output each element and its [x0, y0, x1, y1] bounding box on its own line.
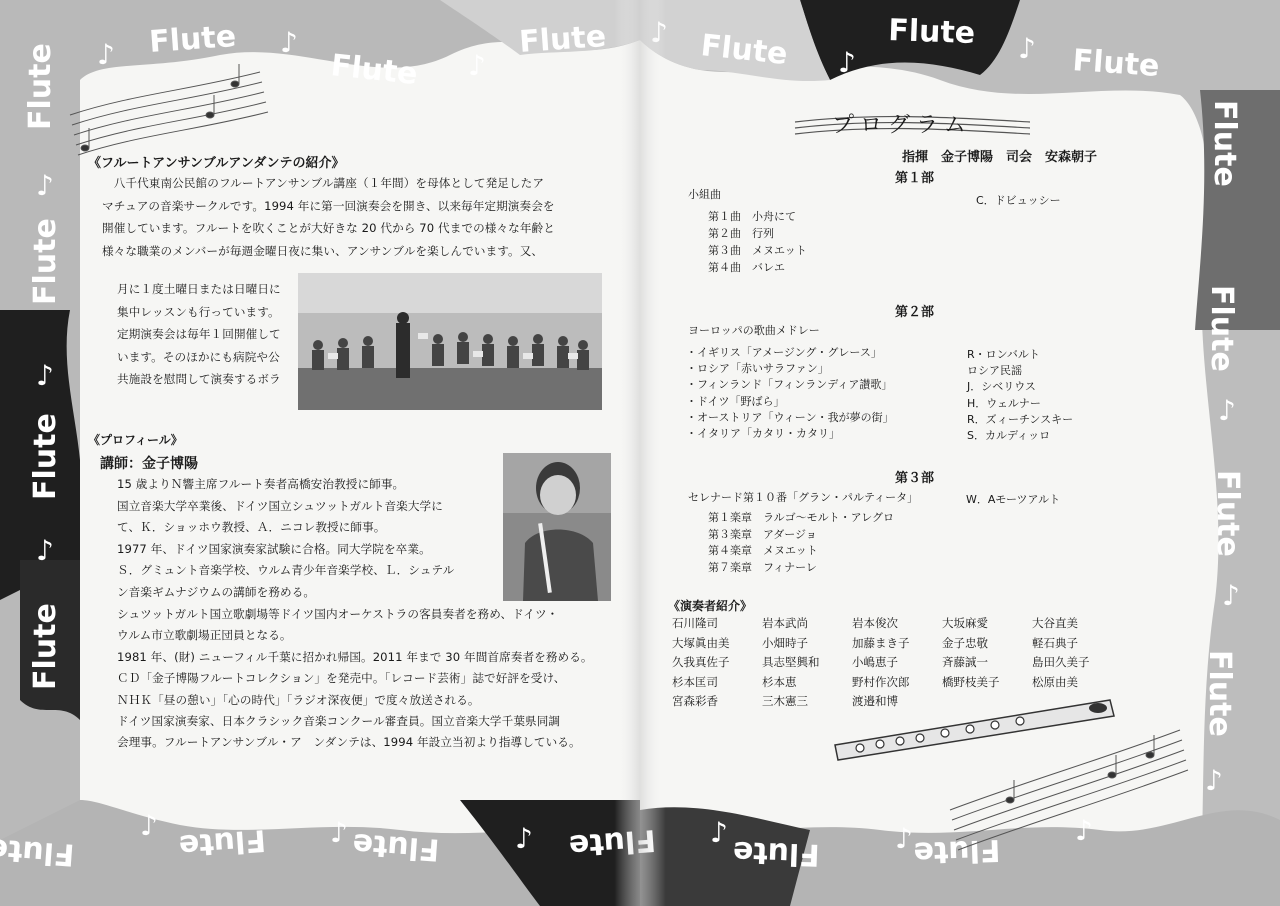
program-title: プログラム	[832, 113, 972, 138]
performers-col-2	[762, 614, 820, 712]
profile-line: シュツットガルト国立歌劇場等ドイツ国内オーケストラの客員奏者を務め、ドイツ・	[117, 607, 559, 621]
performer-name: 金子忠敬	[942, 635, 988, 650]
movement: 第３楽章 アダージョ	[708, 527, 817, 541]
performer-name: 軽石典子	[1032, 635, 1078, 650]
profile-heading: 《プロフィール》	[88, 433, 183, 447]
movement: 第２曲 行列	[708, 227, 774, 240]
performer-name: 具志堅興和	[762, 655, 820, 669]
song-title: ・フィンランド「フィンランディア讃歌」	[686, 378, 893, 392]
performers-col-4	[942, 614, 1000, 692]
movement: 第１楽章 ラルゴ～モルト・アレグロ	[708, 511, 895, 524]
profile-line: ウルム市立歌劇場正団員となる。	[117, 628, 292, 643]
part2-heading: 第２部	[895, 305, 935, 320]
performer-name: 加藤まき子	[852, 635, 910, 650]
movement: 第１曲 小舟にて	[708, 210, 796, 223]
song-composer: S．カルディッロ	[967, 429, 1051, 443]
song-title: ・イギリス「アメージング・グレース」	[686, 346, 882, 359]
performer-name: 石川隆司	[672, 616, 718, 630]
part3-composer: W．Aモーツアルト	[966, 493, 1061, 506]
part2-songs	[686, 345, 894, 442]
movement: 第４楽章 メヌエット	[708, 544, 818, 557]
song-composer: R・ロンバルト	[967, 348, 1040, 361]
performer-name: 杉本恵	[762, 674, 797, 689]
intro-line: います。そのほかにも病院や公	[117, 349, 280, 364]
performers-col-3	[852, 614, 910, 712]
performers-col-1	[672, 614, 730, 712]
profile-line: Ｓ．グミュント音楽学校、ウルム青少年音楽学校、Ｌ．シュテル	[117, 563, 455, 578]
movement: 第４曲 バレエ	[708, 261, 785, 274]
performer-name: 橋野枝美子	[942, 674, 1000, 689]
performer-name: 岩本武尚	[762, 616, 808, 630]
song-title: ・イタリア「カタリ・カタリ」	[686, 427, 840, 441]
intro-line: 八千代東南公民館のフルートアンサンブル講座（１年間）を母体として発足したア	[102, 176, 545, 190]
movement: 第７楽章 フィナーレ	[708, 560, 817, 574]
performer-name: 岩本俊次	[852, 616, 898, 630]
song-composer: R．ズィーチンスキー	[967, 412, 1074, 426]
performers-heading: 《演奏者紹介》	[668, 599, 753, 613]
performer-name: 小嶋恵子	[852, 655, 898, 669]
intro-full-lines	[102, 172, 555, 262]
program-credits: 指揮 金子博陽 司会 安森朝子	[902, 150, 1098, 165]
intro-heading: 《フルートアンサンブルアンダンテの紹介》	[88, 156, 345, 171]
performer-name: 渡邉和博	[852, 694, 898, 708]
profile-short-lines	[117, 474, 454, 604]
song-title: ・オーストリア「ウィーン・我が夢の街」	[686, 410, 894, 424]
performer-name: 三木憲三	[762, 694, 808, 708]
intro-line: 定期演奏会は毎年１回開催して	[117, 327, 281, 342]
song-title: ・ドイツ「野ばら」	[686, 394, 785, 408]
part1-composer: C．ドビュッシー	[976, 194, 1061, 207]
performer-name: 大坂麻愛	[942, 616, 988, 630]
part3-movements	[708, 510, 894, 576]
performers-col-5	[1032, 614, 1090, 692]
movement: 第３曲 メヌエット	[708, 244, 807, 257]
profile-line: ン音楽ギムナジウムの講師を務める。	[117, 584, 316, 599]
part2-work: ヨーロッパの歌曲メドレー	[688, 324, 820, 337]
intro-line: 集中レッスンも行っています。	[117, 304, 280, 319]
song-composer: ロシア民謡	[967, 364, 1022, 378]
song-title: ・ロシア「赤いサラファン」	[686, 362, 829, 376]
song-composer: H．ウェルナー	[967, 396, 1041, 410]
profile-line: 国立音楽大学卒業後、ドイツ国立シュツットガルト音楽大学に	[117, 498, 443, 513]
intro-line: 開催しています。フルートを吹くことが大好きな 20 代から 70 代までの様々な年齢と	[102, 221, 555, 236]
teacher-name: 講師：金子博陽	[100, 456, 198, 472]
performer-name: 松原由美	[1032, 674, 1078, 689]
performer-name: 久我真佐子	[672, 655, 730, 669]
teacher-photo	[503, 453, 611, 601]
part3-work: セレナード第１０番「グラン・パルティータ」	[688, 491, 919, 504]
intro-line: 共施設を慰問して演奏するボラ	[117, 372, 281, 387]
profile-line: て、Ｋ．ショッホウ教授、Ａ．ニコレ教授に師事。	[117, 520, 386, 535]
performer-name: 小畑時子	[762, 635, 808, 650]
profile-line: ＣＤ「金子博陽フルートコレクション」を発売中。「レコード芸術」誌で好評を受け、	[117, 671, 566, 686]
part1-movements	[708, 208, 807, 276]
song-composer: J．シベリウス	[967, 380, 1036, 394]
performer-name: 宮森彩香	[672, 694, 718, 708]
profile-full-lines	[117, 604, 593, 754]
profile-line: 1977 年、ドイツ国家演奏家試験に合格。同大学院を卒業。	[117, 541, 431, 556]
intro-line: 様々な職業のメンバーが毎週金曜日夜に集い、アンサンブルを楽しんでいます。又、	[102, 243, 544, 258]
profile-line: 1981 年、(財) ニューフィル千葉に招かれ帰国。2011 年まで 30 年間首席奏者を務める。	[117, 649, 593, 664]
intro-short-lines	[117, 278, 281, 391]
profile-line: ドイツ国家演奏家、日本クラシック音楽コンクール審査員。国立音楽大学千葉県同調	[117, 714, 561, 729]
profile-line: ＮＨＫ「昼の憩い」「心の時代」「ラジオ深夜便」で度々放送される。	[117, 692, 480, 707]
part1-work: 小組曲	[688, 188, 721, 201]
profile-line: 会理事。フルートアンサンブル・ア ンダンテは、1994 年設立当初より指導している。	[117, 735, 581, 750]
performer-name: 大谷直美	[1032, 616, 1078, 630]
part1-heading: 第１部	[895, 171, 935, 186]
part3-heading: 第３部	[895, 471, 935, 486]
performer-name: 大塚眞由美	[672, 635, 730, 650]
intro-line: 月に１度土曜日または日曜日に	[117, 282, 281, 296]
performer-name: 野村作次郎	[852, 674, 910, 689]
profile-line: 15 歳よりＮ響主席フルート奏者高橋安治教授に師事。	[117, 477, 405, 491]
performer-name: 島田久美子	[1032, 655, 1090, 669]
performer-name: 斉藤誠一	[942, 655, 988, 669]
ensemble-photo	[298, 273, 602, 410]
intro-line: マチュアの音楽サークルです。1994 年に第一回演奏会を開き、以来毎年定期演奏会を	[102, 198, 555, 213]
part2-composers	[967, 347, 1073, 444]
performer-name: 杉本匡司	[672, 674, 718, 689]
